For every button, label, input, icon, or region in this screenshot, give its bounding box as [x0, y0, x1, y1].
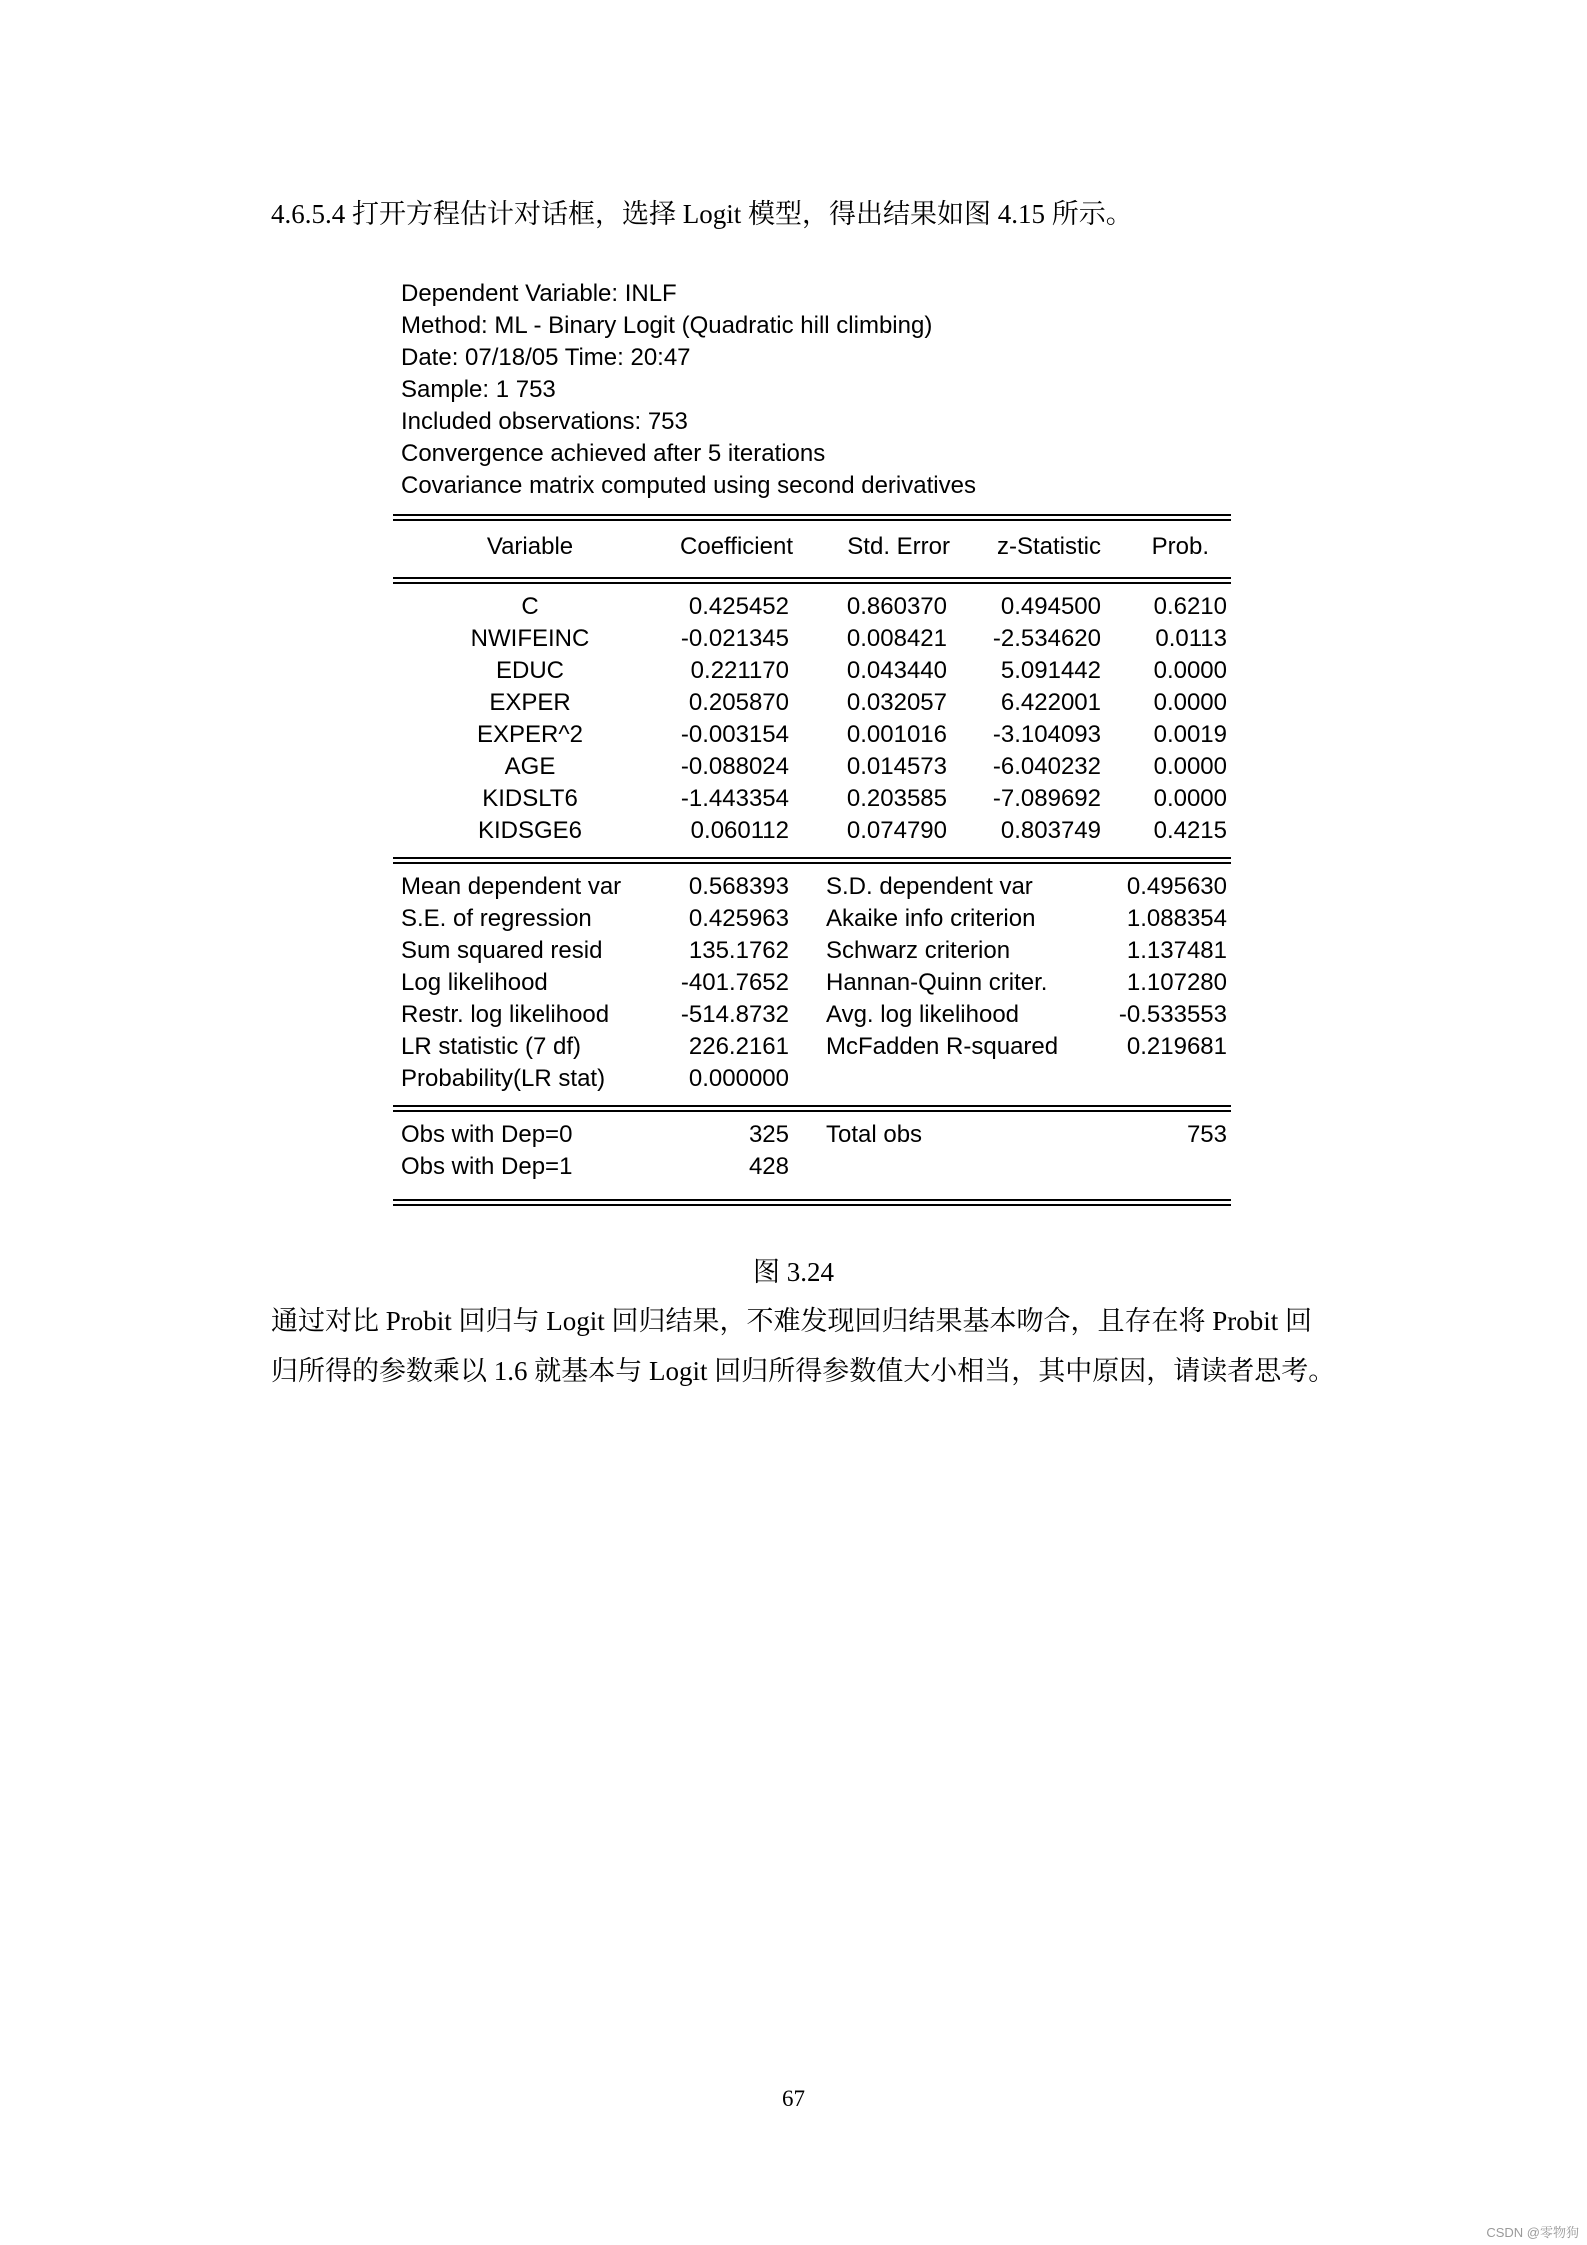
stat-label: Restr. log likelihood — [401, 1001, 610, 1028]
stat-value: 0.495630 — [1126, 873, 1227, 900]
coefficient-value: -1.443354 — [680, 785, 789, 812]
stat-label: Avg. log likelihood — [826, 1001, 1020, 1028]
variable-name: NWIFEINC — [470, 625, 590, 652]
coefficient-value: 0.221170 — [690, 657, 789, 684]
figure-caption: 图 3.24 — [753, 1257, 834, 1287]
output-header — [393, 278, 1231, 502]
stat-label: S.E. of regression — [401, 905, 592, 932]
observations-table — [393, 1119, 1231, 1183]
statistics-table — [393, 871, 1231, 1095]
column-header-z-statistic: z-Statistic — [996, 533, 1101, 560]
coefficient-row — [393, 719, 1231, 751]
coefficient-row — [393, 815, 1231, 847]
body-paragraph — [271, 1296, 1351, 1396]
stat-label: LR statistic (7 df) — [401, 1033, 582, 1060]
std-error-value: 0.008421 — [846, 625, 947, 652]
coefficient-row — [393, 687, 1231, 719]
stat-label: S.D. dependent var — [826, 873, 1033, 900]
paragraph-line: 通过对比 Probit 回归与 Logit 回归结果，不难发现回归结果基本吻合，且存在将 Probit 回 — [271, 1306, 1313, 1336]
std-error-value: 0.203585 — [846, 785, 947, 812]
prob-value: 0.0000 — [1153, 657, 1227, 684]
z-statistic-value: -2.534620 — [992, 625, 1101, 652]
double-rule — [393, 577, 1231, 584]
header-line: Method: ML - Binary Logit (Quadratic hill climbing) — [401, 312, 933, 339]
coefficient-table — [393, 591, 1231, 847]
stat-value: 0.000000 — [688, 1065, 789, 1092]
stat-value: -514.8732 — [680, 1001, 789, 1028]
prob-value: 0.0000 — [1153, 785, 1227, 812]
z-statistic-value: 0.494500 — [1000, 593, 1101, 620]
statistics-row — [393, 999, 1231, 1031]
z-statistic-value: 0.803749 — [1000, 817, 1101, 844]
obs-value: 753 — [1186, 1121, 1227, 1148]
stat-label: McFadden R-squared — [826, 1033, 1059, 1060]
column-header-row — [393, 531, 1231, 563]
header-line: Included observations: 753 — [401, 408, 688, 435]
double-rule — [393, 857, 1231, 864]
prob-value: 0.4215 — [1153, 817, 1227, 844]
stat-value: 226.2161 — [688, 1033, 789, 1060]
coefficient-value: 0.425452 — [688, 593, 789, 620]
header-line: Convergence achieved after 5 iterations — [401, 440, 826, 467]
coefficient-value: -0.021345 — [680, 625, 789, 652]
std-error-value: 0.014573 — [846, 753, 947, 780]
std-error-value: 0.860370 — [846, 593, 947, 620]
std-error-value: 0.074790 — [846, 817, 947, 844]
variable-name: EDUC — [495, 657, 564, 684]
prob-value: 0.0113 — [1155, 625, 1227, 652]
obs-label: Total obs — [826, 1121, 923, 1148]
stat-value: 1.137481 — [1126, 937, 1227, 964]
std-error-value: 0.032057 — [846, 689, 947, 716]
variable-name: KIDSLT6 — [482, 785, 578, 812]
statistics-row — [393, 903, 1231, 935]
observations-row — [393, 1119, 1231, 1151]
stat-label: Akaike info criterion — [826, 905, 1036, 932]
double-rule — [393, 514, 1231, 521]
statistics-row — [393, 871, 1231, 903]
header-line: Dependent Variable: INLF — [401, 280, 677, 307]
statistics-row — [393, 935, 1231, 967]
stat-value: 0.425963 — [688, 905, 789, 932]
variable-name: EXPER — [489, 689, 571, 716]
coefficient-value: 0.060112 — [690, 817, 789, 844]
z-statistic-value: -6.040232 — [992, 753, 1101, 780]
stat-label: Schwarz criterion — [826, 937, 1011, 964]
stat-value: -0.533553 — [1118, 1001, 1227, 1028]
variable-name: C — [521, 593, 539, 620]
stat-value: 135.1762 — [688, 937, 789, 964]
observations-row — [393, 1151, 1231, 1183]
obs-value: 428 — [748, 1153, 789, 1180]
coefficient-row — [393, 591, 1231, 623]
z-statistic-value: 6.422001 — [1000, 689, 1101, 716]
coefficient-value: -0.088024 — [680, 753, 789, 780]
variable-name: KIDSGE6 — [477, 817, 583, 844]
regression-output — [393, 278, 1231, 1206]
stat-value: -401.7652 — [680, 969, 789, 996]
stat-label: Mean dependent var — [401, 873, 622, 900]
column-header-variable: Variable — [486, 533, 574, 560]
statistics-row — [393, 1063, 1231, 1095]
header-line: Covariance matrix computed using second derivatives — [401, 472, 976, 499]
column-header-coefficient: Coefficient — [680, 533, 793, 560]
coefficient-value: -0.003154 — [680, 721, 789, 748]
stat-value: 0.568393 — [688, 873, 789, 900]
statistics-row — [393, 967, 1231, 999]
coefficient-row — [393, 623, 1231, 655]
coefficient-row — [393, 783, 1231, 815]
watermark: CSDN @零物狗 — [1486, 2225, 1579, 2240]
obs-value: 325 — [748, 1121, 789, 1148]
variable-name: EXPER^2 — [477, 721, 583, 748]
paragraph-line: 归所得的参数乘以 1.6 就基本与 Logit 回归所得参数值大小相当，其中原因，请读者思考。 — [271, 1356, 1336, 1386]
prob-value: 0.0000 — [1153, 753, 1227, 780]
header-line: Sample: 1 753 — [401, 376, 556, 403]
prob-value: 0.6210 — [1153, 593, 1227, 620]
stat-value: 1.088354 — [1126, 905, 1227, 932]
header-line: Date: 07/18/05 Time: 20:47 — [401, 344, 691, 371]
z-statistic-value: -7.089692 — [992, 785, 1101, 812]
double-rule — [393, 1105, 1231, 1112]
prob-value: 0.0019 — [1153, 721, 1227, 748]
z-statistic-value: 5.091442 — [1000, 657, 1101, 684]
std-error-value: 0.001016 — [846, 721, 947, 748]
z-statistic-value: -3.104093 — [992, 721, 1101, 748]
column-header-prob: Prob. — [1151, 533, 1209, 560]
std-error-value: 0.043440 — [846, 657, 947, 684]
stat-value: 0.219681 — [1126, 1033, 1227, 1060]
double-rule — [393, 1199, 1231, 1206]
column-header-std-error: Std. Error — [847, 533, 950, 560]
statistics-row — [393, 1031, 1231, 1063]
prob-value: 0.0000 — [1153, 689, 1227, 716]
coefficient-row — [393, 655, 1231, 687]
obs-label: Obs with Dep=1 — [401, 1153, 573, 1180]
coefficient-row — [393, 751, 1231, 783]
section-heading: 4.6.5.4 打开方程估计对话框，选择 Logit 模型，得出结果如图 4.15 所示。 — [271, 199, 1133, 229]
stat-label: Probability(LR stat) — [401, 1065, 606, 1092]
variable-name: AGE — [504, 753, 556, 780]
obs-label: Obs with Dep=0 — [401, 1121, 573, 1148]
page-number: 67 — [782, 2086, 805, 2111]
stat-label: Sum squared resid — [401, 937, 603, 964]
stat-value: 1.107280 — [1126, 969, 1227, 996]
coefficient-value: 0.205870 — [688, 689, 789, 716]
stat-label: Hannan-Quinn criter. — [826, 969, 1048, 996]
stat-label: Log likelihood — [401, 969, 548, 996]
